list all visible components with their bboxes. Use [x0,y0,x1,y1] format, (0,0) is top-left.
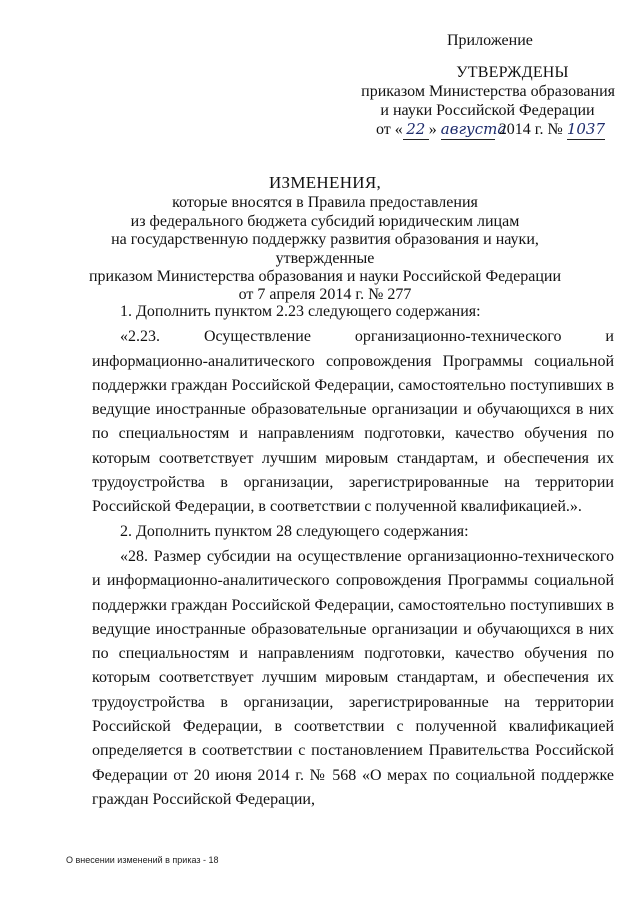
approved-heading: УТВЕРЖДЕНЫ [456,64,569,81]
handwritten-month: августа [440,120,507,138]
title-line: от 7 апреля 2014 г. № 277 [238,286,412,304]
title-line: которые вносятся в Правила предоставления [172,194,478,212]
title-line: на государственную поддержку развития образования и науки, утвержденные [111,231,539,267]
item-2-heading: 2. Дополнить пунктом 28 следующего содержания: [120,522,469,540]
approval-block [360,63,615,140]
item-1-text: «2.23. Осуществление организационно-технического и информационно-аналитического сопровождения Программы социальной поддержки граждан Российской Федерации, самостоятельно поступивших в ведущие иностранные образовательные организации и обучающихся в них по специальностям и направлениям подготовки, качество обучения по которым соответствует лучшим мировым стандартам, и обеспечения их трудоустройства в организации, зарегистрированные на территории Российской Федерации, в соответствии с полученной квалификацией.». [92,328,614,516]
order-line-2: и науки Российской Федерации [380,102,595,119]
document-title [60,174,590,305]
footer-note: О внесении изменений в приказ - 18 [66,855,219,865]
title-main: ИЗМЕНЕНИЯ, [268,173,382,192]
date-prefix: от « [376,121,403,138]
handwritten-order-number: 1037 [566,120,605,138]
order-line-1: приказом Министерства образования [361,83,615,100]
order-date-line [360,120,615,140]
year-text: 2014 г. № [498,121,563,138]
title-line: приказом Министерства образования и науки Российской Федерации [88,268,561,286]
handwritten-day: 22 [403,120,429,140]
appendix-label: Приложение [447,32,533,49]
title-line: из федерального бюджета субсидий юридическим лицам [130,212,520,230]
document-body [92,300,614,812]
item-1-heading: 1. Дополнить пунктом 2.23 следующего содержания: [120,303,481,320]
date-mid: » [428,121,437,138]
item-2-text: «28. Размер субсидии на осуществление организационно-технического и информационно-аналитического сопровождения Программы социальной поддержки граждан Российской Федерации, самостоятельно поступивших в ведущие иностранные образовательные организации и обучающихся в них по специальностям и направлениям подготовки, качество обучения по которым соответствует лучшим мировым стандартам, и обеспечения их трудоустройства в организации, зарегистрированные на территории Российской Федерации, в соответствии с полученной квалификацией определяется в соответствии с постановлением Правительства Российской Федерации от 20 июня 2014 г. № 568 «О мерах по социальной поддержке граждан Российской Федерации, [92,547,614,808]
